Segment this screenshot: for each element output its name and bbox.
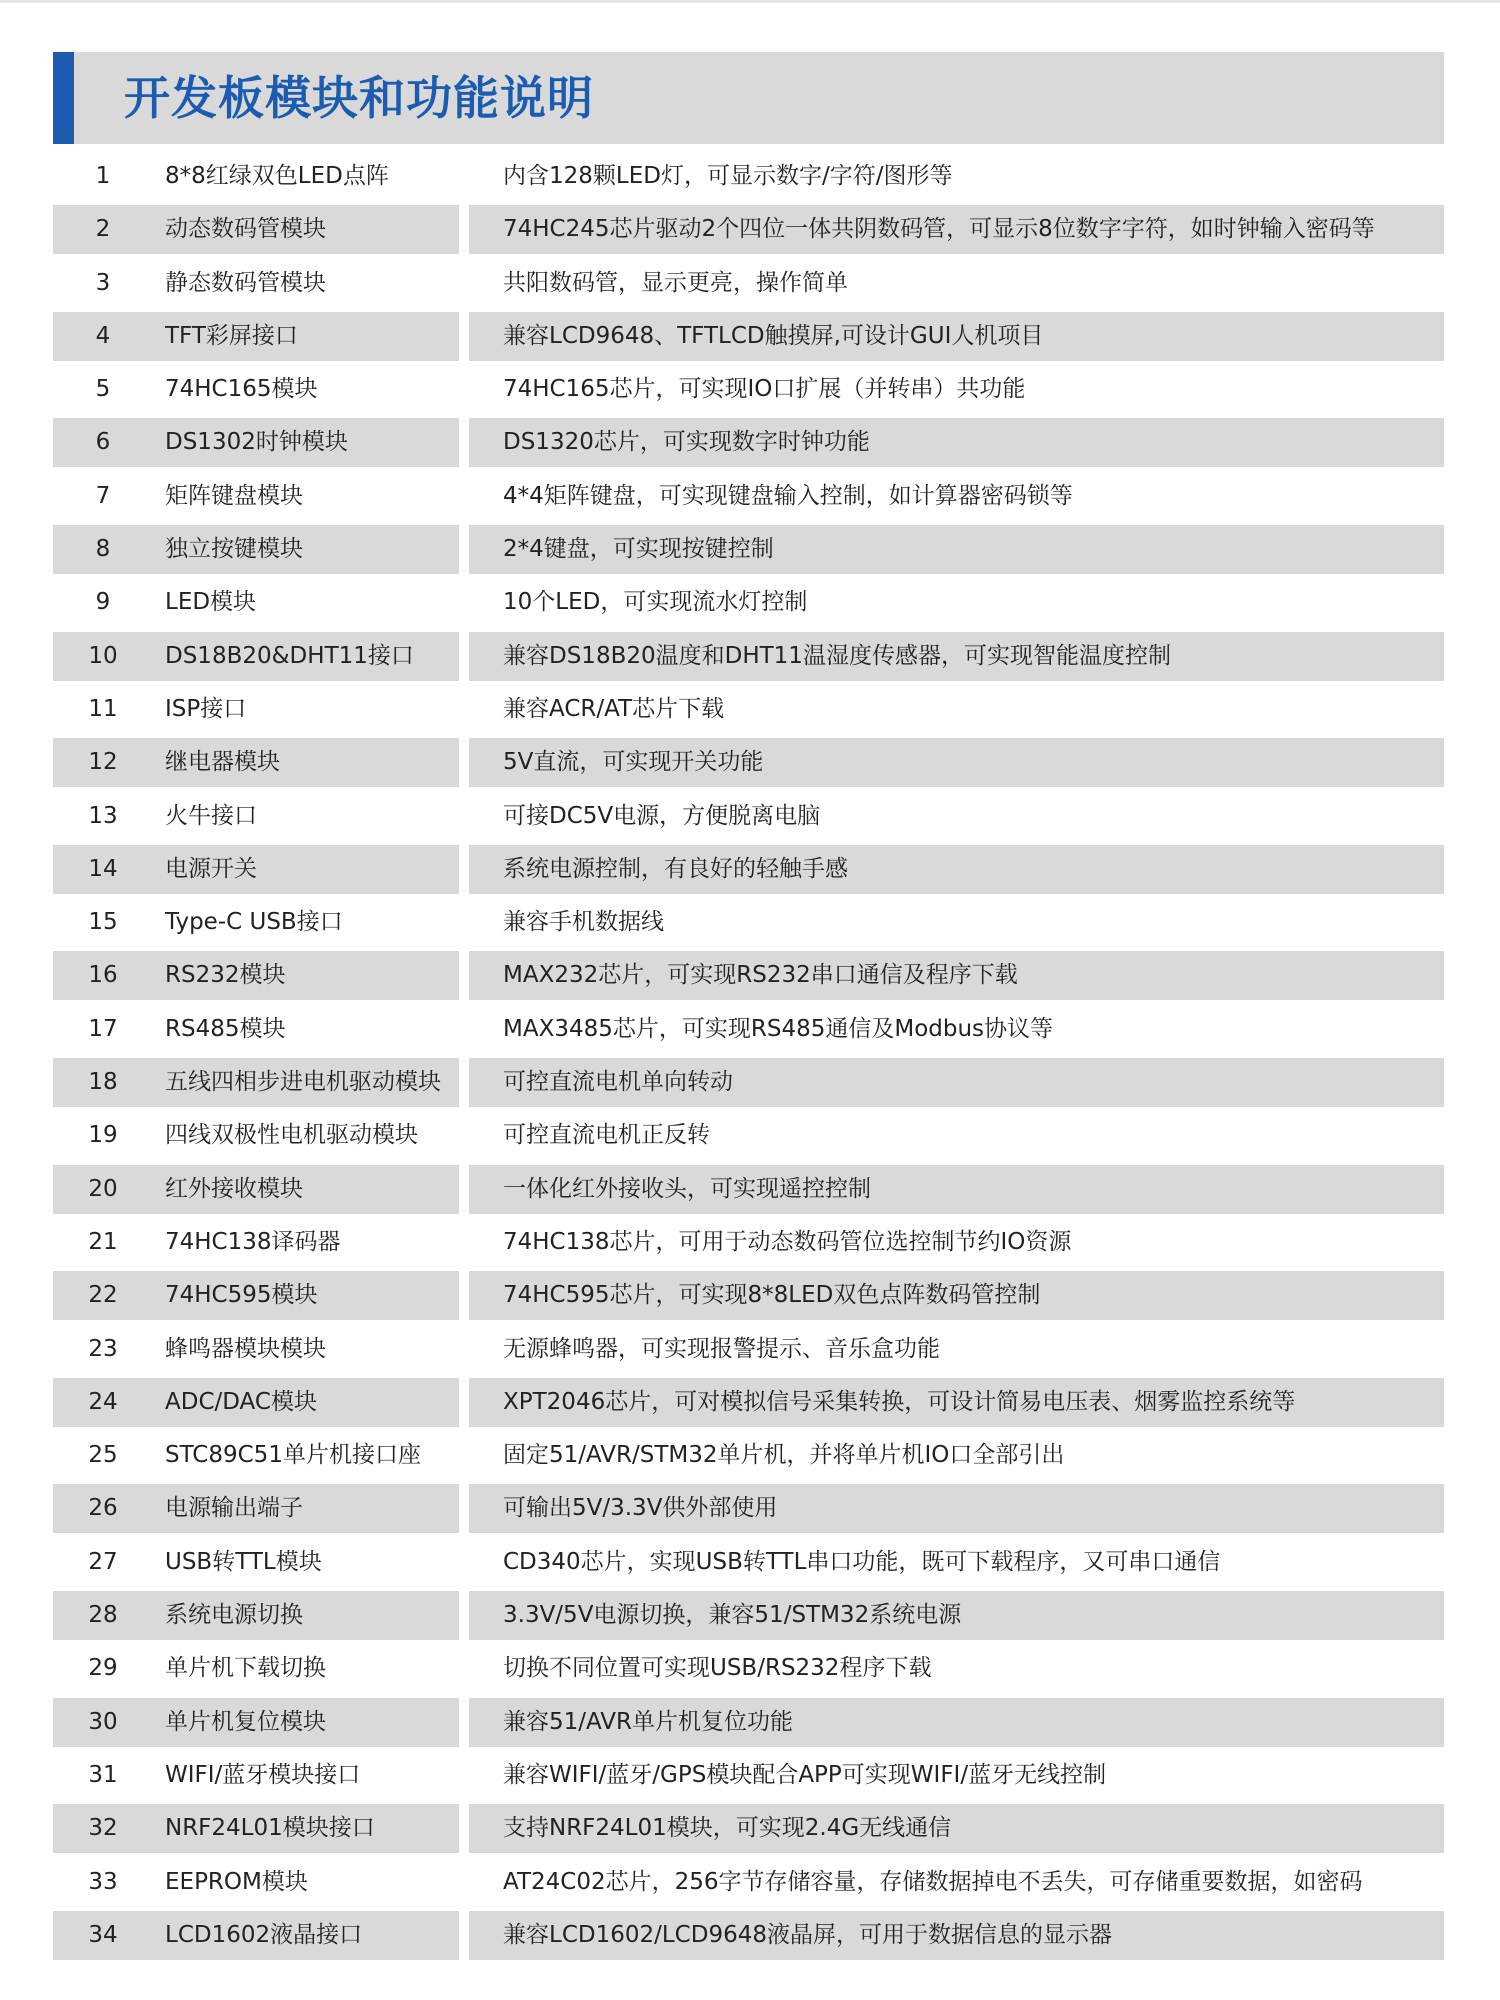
module-name: 74HC595模块 — [165, 1282, 318, 1309]
module-name: STC89C51单片机接口座 — [165, 1442, 421, 1469]
row-number: 17 — [88, 1015, 118, 1042]
module-description: 可控直流电机正反转 — [503, 1122, 710, 1149]
row-number: 33 — [88, 1868, 118, 1895]
row-number: 30 — [88, 1708, 118, 1735]
table-row — [53, 949, 1444, 1002]
row-number: 14 — [88, 855, 118, 882]
row-number: 26 — [88, 1495, 118, 1522]
table-row — [53, 1909, 1444, 1962]
module-description: 2*4键盘，可实现按键控制 — [503, 536, 774, 563]
row-number: 34 — [88, 1921, 118, 1948]
module-description: 兼容ACR/AT芯片下载 — [503, 695, 725, 722]
row-number: 29 — [88, 1655, 118, 1682]
module-description: 一体化红外接收头，可实现遥控控制 — [503, 1175, 871, 1202]
module-name: 五线四相步进电机驱动模块 — [165, 1069, 441, 1096]
module-description: 切换不同位置可实现USB/RS232程序下载 — [503, 1655, 932, 1682]
module-description: 可输出5V/3.3V供外部使用 — [503, 1495, 778, 1522]
module-description: DS1320芯片，可实现数字时钟功能 — [503, 429, 870, 456]
row-number: 22 — [88, 1282, 118, 1309]
module-description: 支持NRF24L01模块，可实现2.4G无线通信 — [503, 1815, 952, 1842]
module-name: 矩阵键盘模块 — [165, 482, 303, 509]
module-name: 动态数码管模块 — [165, 216, 326, 243]
row-number: 23 — [88, 1335, 118, 1362]
module-name: 系统电源切换 — [165, 1602, 303, 1629]
module-name: DS18B20&DHT11接口 — [165, 642, 414, 669]
module-description: 可接DC5V电源，方便脱离电脑 — [503, 802, 821, 829]
module-description: 共阳数码管，显示更亮，操作简单 — [503, 269, 848, 296]
table-row — [53, 1216, 1444, 1269]
row-number: 31 — [88, 1761, 118, 1788]
module-description: 5V直流，可实现开关功能 — [503, 749, 764, 776]
module-description: 内含128颗LED灯，可显示数字/字符/图形等 — [503, 163, 953, 189]
table-row — [53, 576, 1444, 629]
table-row — [53, 1856, 1444, 1909]
module-description: 兼容手机数据线 — [503, 909, 664, 936]
row-number: 6 — [95, 429, 111, 456]
module-name: 静态数码管模块 — [165, 269, 326, 296]
table-row — [53, 1536, 1444, 1589]
row-number: 4 — [95, 322, 111, 349]
table-row — [53, 1323, 1444, 1376]
table-row — [53, 1109, 1444, 1162]
module-name: LED模块 — [165, 589, 257, 616]
page-title: 开发板模块和功能说明 — [124, 71, 594, 125]
table-row — [53, 843, 1444, 896]
row-number: 13 — [88, 802, 118, 829]
module-name: 单片机下载切换 — [165, 1655, 326, 1682]
module-table — [53, 150, 1444, 1962]
top-divider — [0, 0, 1500, 3]
module-description: 无源蜂鸣器，可实现报警提示、音乐盒功能 — [503, 1335, 940, 1362]
table-row — [53, 1163, 1444, 1216]
table-row — [53, 896, 1444, 949]
row-number: 16 — [88, 962, 118, 989]
table-row — [53, 790, 1444, 843]
module-description: XPT2046芯片，可对模拟信号采集转换，可设计简易电压表、烟雾监控系统等 — [503, 1388, 1296, 1415]
module-name: 火牛接口 — [165, 802, 257, 829]
module-description: 兼容WIFI/蓝牙/GPS模块配合APP可实现WIFI/蓝牙无线控制 — [503, 1761, 1107, 1788]
row-number: 18 — [88, 1069, 118, 1096]
module-name: 单片机复位模块 — [165, 1708, 326, 1735]
row-number: 27 — [88, 1548, 118, 1575]
module-name: DS1302时钟模块 — [165, 429, 348, 456]
row-number: 5 — [95, 376, 111, 403]
module-name: LCD1602液晶接口 — [165, 1921, 363, 1948]
module-description: AT24C02芯片，256字节存储容量，存储数据掉电不丢失，可存储重要数据，如密码 — [503, 1868, 1363, 1895]
module-description: 系统电源控制，有良好的轻触手感 — [503, 855, 848, 882]
row-number: 11 — [88, 695, 118, 722]
table-row — [53, 470, 1444, 523]
module-name: 电源输出端子 — [165, 1495, 303, 1522]
module-name: NRF24L01模块接口 — [165, 1815, 375, 1842]
module-description: 兼容51/AVR单片机复位功能 — [503, 1708, 793, 1735]
table-row — [53, 1589, 1444, 1642]
module-name: TFT彩屏接口 — [165, 322, 298, 349]
module-description: 74HC245芯片驱动2个四位一体共阴数码管，可显示8位数字字符，如时钟输入密码等 — [503, 216, 1375, 243]
table-row — [53, 203, 1444, 256]
row-number: 20 — [88, 1175, 118, 1202]
module-description: 4*4矩阵键盘，可实现键盘输入控制，如计算器密码锁等 — [503, 482, 1073, 509]
table-row — [53, 1802, 1444, 1855]
table-row — [53, 1642, 1444, 1695]
row-number: 10 — [88, 642, 118, 669]
module-description: 固定51/AVR/STM32单片机，并将单片机IO口全部引出 — [503, 1442, 1065, 1469]
module-description: 3.3V/5V电源切换，兼容51/STM32系统电源 — [503, 1602, 962, 1629]
table-row — [53, 1376, 1444, 1429]
row-number: 7 — [95, 482, 111, 509]
module-name: 8*8红绿双色LED点阵 — [165, 163, 389, 189]
module-name: EEPROM模块 — [165, 1868, 308, 1895]
table-row — [53, 310, 1444, 363]
module-name: 红外接收模块 — [165, 1175, 303, 1202]
module-name: WIFI/蓝牙模块接口 — [165, 1761, 361, 1788]
header-accent-bar — [53, 52, 74, 144]
module-name: Type-C USB接口 — [165, 909, 343, 936]
row-number: 21 — [88, 1228, 118, 1255]
table-row — [53, 630, 1444, 683]
row-number: 28 — [88, 1602, 118, 1629]
module-description: 兼容LCD9648、TFTLCD触摸屏,可设计GUI人机项目 — [503, 322, 1044, 349]
module-name: USB转TTL模块 — [165, 1548, 322, 1575]
module-name: 74HC165模块 — [165, 376, 318, 403]
module-description: CD340芯片，实现USB转TTL串口功能，既可下载程序，又可串口通信 — [503, 1548, 1221, 1575]
row-number: 24 — [88, 1388, 118, 1415]
row-number: 12 — [88, 749, 118, 776]
module-description: 74HC138芯片，可用于动态数码管位选控制节约IO资源 — [503, 1228, 1072, 1255]
module-name: 四线双极性电机驱动模块 — [165, 1122, 418, 1149]
module-description: MAX232芯片，可实现RS232串口通信及程序下载 — [503, 962, 1018, 989]
row-number: 25 — [88, 1442, 118, 1469]
table-row — [53, 150, 1444, 203]
module-name: ISP接口 — [165, 695, 247, 722]
table-row — [53, 363, 1444, 416]
row-number: 1 — [95, 163, 111, 189]
module-name: RS485模块 — [165, 1015, 286, 1042]
section-header — [53, 52, 1444, 144]
module-name: 蜂鸣器模块模块 — [165, 1335, 326, 1362]
row-number: 3 — [95, 269, 111, 296]
module-description: 兼容DS18B20温度和DHT11温湿度传感器，可实现智能温度控制 — [503, 642, 1171, 669]
table-row — [53, 416, 1444, 469]
table-row — [53, 1003, 1444, 1056]
table-row — [53, 1696, 1444, 1749]
module-description: MAX3485芯片，可实现RS485通信及Modbus协议等 — [503, 1015, 1054, 1042]
table-row — [53, 1429, 1444, 1482]
row-number: 32 — [88, 1815, 118, 1842]
table-row — [53, 683, 1444, 736]
module-name: 继电器模块 — [165, 749, 280, 776]
table-row — [53, 523, 1444, 576]
module-description: 可控直流电机单向转动 — [503, 1069, 733, 1096]
table-row — [53, 257, 1444, 310]
table-row — [53, 1482, 1444, 1535]
row-number: 19 — [88, 1122, 118, 1149]
table-row — [53, 1269, 1444, 1322]
module-name: ADC/DAC模块 — [165, 1388, 317, 1415]
row-number: 9 — [95, 589, 111, 616]
module-description: 兼容LCD1602/LCD9648液晶屏，可用于数据信息的显示器 — [503, 1921, 1112, 1948]
module-name: 独立按键模块 — [165, 536, 303, 563]
table-row — [53, 1056, 1444, 1109]
module-name: 74HC138译码器 — [165, 1228, 341, 1255]
table-row — [53, 1749, 1444, 1802]
row-number: 15 — [88, 909, 118, 936]
row-number: 2 — [95, 216, 111, 243]
row-number: 8 — [95, 536, 111, 563]
module-name: RS232模块 — [165, 962, 286, 989]
module-description: 74HC165芯片，可实现IO口扩展（并转串）共功能 — [503, 376, 1026, 403]
module-description: 74HC595芯片，可实现8*8LED双色点阵数码管控制 — [503, 1282, 1041, 1309]
table-row — [53, 736, 1444, 789]
module-name: 电源开关 — [165, 855, 257, 882]
module-description: 10个LED，可实现流水灯控制 — [503, 589, 808, 616]
